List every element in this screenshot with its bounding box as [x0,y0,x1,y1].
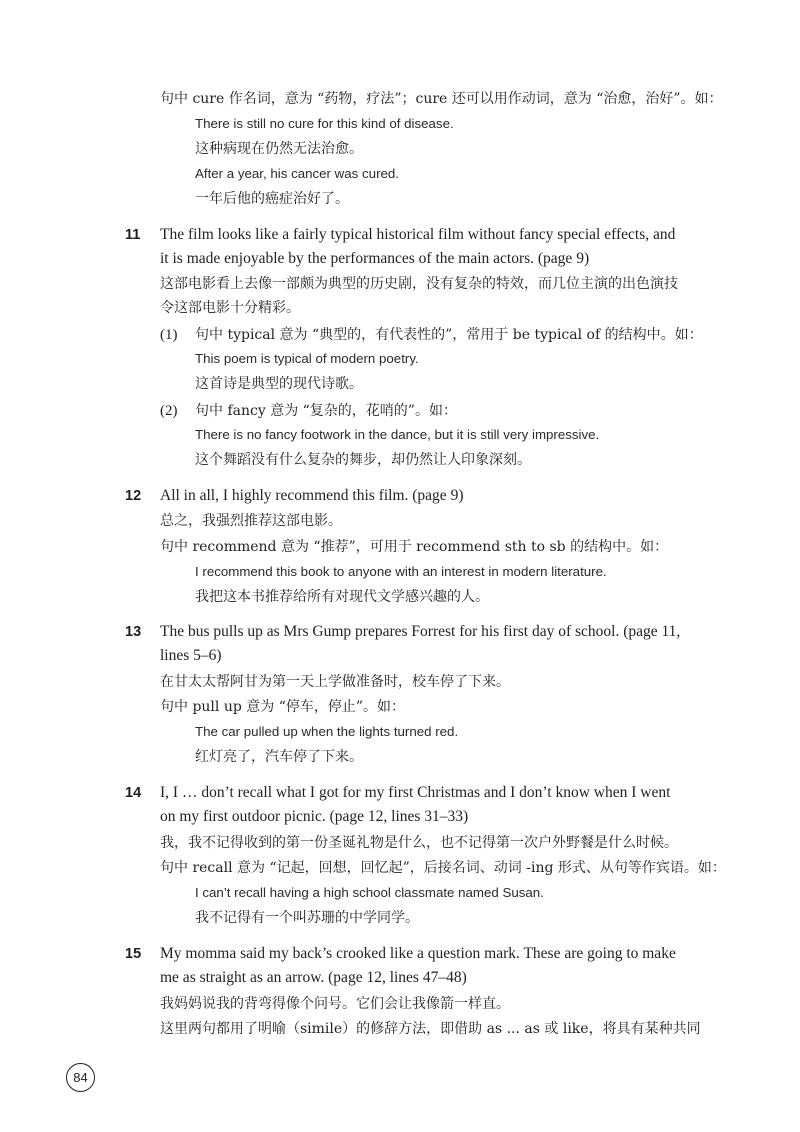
subnote-marker: (2) [160,403,178,419]
cure-example-2-cn: 一年后他的癌症治好了。 [195,191,349,207]
subnote-example-cn: 这首诗是典型的现代诗歌。 [195,376,363,392]
item-sentence: on my first outdoor picnic. (page 12, lines 31–33) [160,808,469,825]
item-translation: 令这部电影十分精彩。 [160,300,300,316]
item-example-cn: 我把这本书推荐给所有对现代文学感兴趣的人。 [195,589,489,605]
item-number: 11 [125,227,141,243]
item-translation: 总之，我强烈推荐这部电影。 [160,513,342,529]
cure-example-1-cn: 这种病现在仍然无法治愈。 [195,141,363,157]
item-explanation: 句中 pull up 意为 “停车，停止”。如： [160,699,406,715]
cure-example-2-en: After a year, his cancer was cured. [195,166,399,181]
cure-explanation: 句中 cure 作名词，意为 “药物，疗法”；cure 还可以用作动词，意为 “治愈，治好”。如： [160,91,723,107]
page-number: 84 [66,1063,95,1092]
item-explanation: 句中 recommend 意为 “推荐”，可用于 recommend sth to sb 的结构中。如： [160,539,669,555]
item-number: 13 [125,624,142,640]
item-translation: 这部电影看上去像一部颇为典型的历史剧，没有复杂的特效，而几位主演的出色演技 [160,276,678,292]
item-example-en: I recommend this book to anyone with an interest in modern literature. [195,564,607,579]
item-sentence: The film looks like a fairly typical historical film without fancy special effects, and [160,226,676,243]
item-sentence: All in all, I highly recommend this film. (page 9) [160,487,464,504]
item-translation: 我，我不记得收到的第一份圣诞礼物是什么，也不记得第一次户外野餐是什么时候。 [160,835,678,851]
item-translation: 在甘太太帮阿甘为第一天上学做准备时，校车停了下来。 [160,674,510,690]
item-example-cn: 红灯亮了，汽车停了下来。 [195,749,363,765]
item-example-en: The car pulled up when the lights turned red. [195,724,459,739]
subnote-explanation: 句中 typical 意为 “典型的，有代表性的”，常用于 be typical of 的结构中。如： [195,327,703,343]
subnote-example-en: There is no fancy footwork in the dance, but it is still very impressive. [195,427,600,442]
item-number: 14 [125,785,142,801]
item-number: 15 [125,946,142,962]
item-explanation: 句中 recall 意为 “记起，回想，回忆起”，后接名词、动词 -ing 形式、从句等作宾语。如： [160,860,726,876]
subnote-explanation: 句中 fancy 意为 “复杂的，花哨的”。如： [195,403,457,419]
subnote-marker: (1) [160,327,178,343]
item-explanation: 这里两句都用了明喻（simile）的修辞方法，即借助 as ... as 或 like，将具有某种共同 [160,1021,701,1037]
cure-example-1-en: There is still no cure for this kind of disease. [195,116,454,131]
item-sentence: I, I … don’t recall what I got for my first Christmas and I don’t know when I went [160,784,671,801]
item-number: 12 [125,488,142,504]
item-sentence: My momma said my back’s crooked like a question mark. These are going to make [160,945,676,962]
item-example-cn: 我不记得有一个叫苏珊的中学同学。 [195,910,419,926]
item-sentence: it is made enjoyable by the performances of the main actors. (page 9) [160,250,590,267]
subnote-example-cn: 这个舞蹈没有什么复杂的舞步，却仍然让人印象深刻。 [195,452,531,468]
item-sentence: me as straight as an arrow. (page 12, lines 47–48) [160,969,467,986]
item-sentence: The bus pulls up as Mrs Gump prepares Forrest for his first day of school. (page 11, [160,623,681,640]
item-translation: 我妈妈说我的背弯得像个问号。它们会让我像箭一样直。 [160,996,510,1012]
item-sentence: lines 5–6) [160,647,222,664]
subnote-example-en: This poem is typical of modern poetry. [195,351,419,366]
item-example-en: I can’t recall having a high school classmate named Susan. [195,885,544,900]
